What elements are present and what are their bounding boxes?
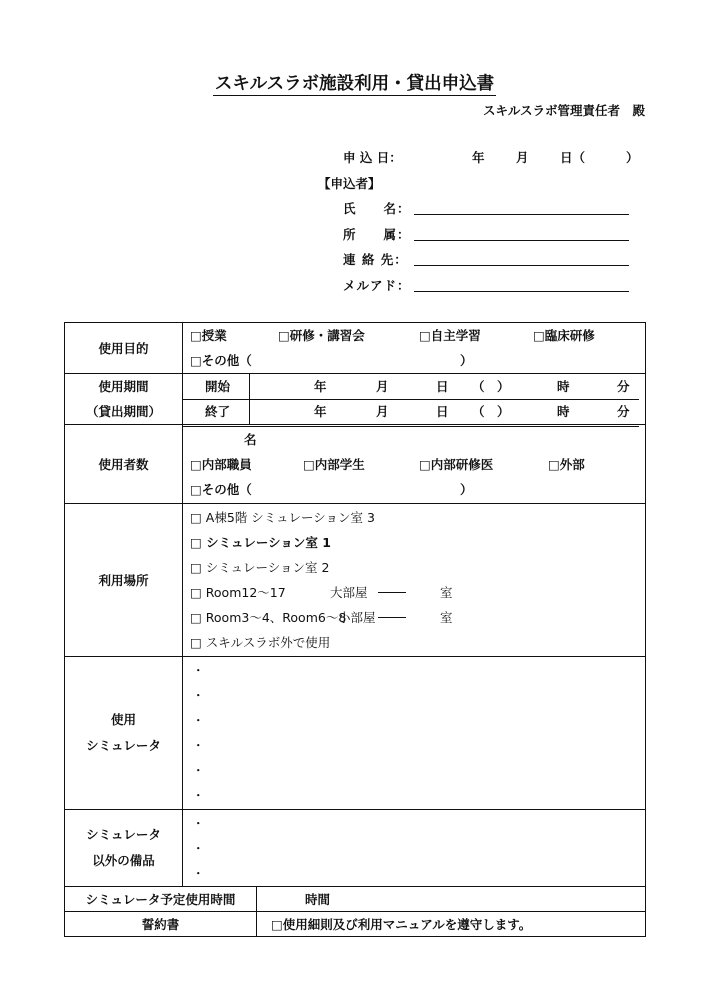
period-label-sub: （貸出期間）: [85, 404, 161, 419]
place-option-room2[interactable]: □ シミュレーション室 2: [190, 560, 330, 575]
purpose-option-class[interactable]: □授業: [190, 328, 227, 343]
place-option-room1[interactable]: □ シミュレーション室 1: [190, 535, 331, 550]
purpose-option-clinical[interactable]: □臨床研修: [533, 328, 595, 343]
large-room-unit: 室: [440, 585, 453, 600]
small-room-unit: 室: [440, 610, 453, 625]
users-option-resident[interactable]: □内部研修医: [419, 457, 494, 472]
form-title-text: スキルスラボ施設利用・貸出申込書: [214, 74, 495, 94]
start-month: 月: [376, 379, 389, 394]
end-year: 年: [314, 404, 327, 419]
simulator-bullet: ・: [192, 663, 205, 678]
simulator-cell[interactable]: [183, 657, 646, 810]
simulator-row: [65, 657, 646, 810]
place-option-small[interactable]: □ Room3～4、Room6～8 小部屋 室: [183, 605, 645, 630]
end-hour: 時: [557, 404, 570, 419]
simulator-bullet: ・: [192, 788, 205, 803]
apply-day-close: ）: [626, 150, 639, 165]
equipment-bullet: ・: [192, 815, 205, 831]
purpose-option-self-study[interactable]: □自主学習: [419, 328, 481, 343]
users-other-close: ）: [460, 482, 473, 497]
purpose-row: [65, 323, 646, 374]
place-row: [65, 504, 646, 657]
period-label-cell: [65, 374, 183, 425]
equipment-bullet: ・: [192, 840, 205, 856]
apply-date-label: 申 込 日：: [343, 150, 402, 165]
users-option-staff[interactable]: □内部職員: [190, 457, 252, 472]
simulator-label-cell: [65, 657, 183, 810]
users-option-student[interactable]: □内部学生: [303, 457, 365, 472]
start-day: 日: [436, 379, 449, 394]
affiliation-field[interactable]: [414, 240, 629, 241]
applicant-heading: 【申込者】: [318, 176, 381, 191]
apply-month: 月: [516, 150, 529, 165]
equipment-label-cell: [65, 810, 183, 887]
start-year: 年: [314, 379, 327, 394]
pledge-row: [65, 912, 646, 937]
pledge-label: 誓約書: [65, 912, 257, 937]
equipment-bullet: ・: [192, 865, 205, 881]
users-row: [65, 425, 646, 504]
email-label: メルアド：: [343, 278, 411, 293]
end-dow: （ ）: [472, 404, 510, 419]
place-option-a5[interactable]: □ A棟5階 シミュレーション室 3: [190, 510, 375, 525]
users-cell: [183, 425, 646, 504]
start-dow: （ ）: [472, 379, 510, 394]
simulator-label: 使用: [110, 712, 136, 727]
simulator-bullet: ・: [192, 688, 205, 703]
period-start-row: [183, 374, 639, 400]
contact-field[interactable]: [414, 265, 629, 266]
simulator-bullet: ・: [192, 763, 205, 778]
equipment-label: シミュレータ: [86, 827, 161, 842]
period-end-label: 終了: [205, 404, 231, 419]
pledge-checkbox[interactable]: □使用細則及び利用マニュアルを遵守します。: [257, 912, 646, 937]
users-option-external[interactable]: □外部: [548, 457, 585, 472]
simulator-bullet: ・: [192, 738, 205, 753]
start-hour: 時: [557, 379, 570, 394]
end-month: 月: [376, 404, 389, 419]
period-start-label: 開始: [205, 379, 231, 394]
apply-day: 日（: [560, 150, 586, 165]
contact-label: 連 絡 先：: [343, 252, 408, 267]
purpose-option-other[interactable]: □その他（: [190, 353, 252, 368]
purpose-label: 使用目的: [65, 323, 183, 374]
users-option-other[interactable]: □その他（: [190, 482, 252, 497]
usage-time-label: シミュレータ予定使用時間: [65, 887, 257, 912]
equipment-row: [65, 810, 646, 887]
end-day: 日: [436, 404, 449, 419]
equipment-cell[interactable]: [183, 810, 646, 887]
form-title: [0, 70, 709, 95]
place-option-outside[interactable]: □ スキルスラボ外で使用: [190, 635, 331, 650]
purpose-other-close: ）: [460, 353, 473, 368]
application-table: [64, 322, 646, 937]
period-label: 使用期間: [98, 379, 149, 394]
place-label: 利用場所: [65, 504, 183, 657]
large-room-label: 大部屋: [330, 585, 368, 600]
equipment-label-sub: 以外の備品: [92, 853, 155, 868]
simulator-label-sub: シミュレータ: [86, 738, 161, 753]
name-field[interactable]: [414, 214, 629, 215]
affiliation-label: 所 属：: [343, 227, 411, 242]
period-start-divider: [249, 374, 250, 400]
place-cell: [183, 504, 646, 657]
apply-year: 年: [472, 150, 485, 165]
end-minute: 分: [617, 404, 630, 419]
period-row: [65, 374, 646, 425]
purpose-cell: [183, 323, 646, 374]
period-cell: [183, 374, 646, 425]
large-room-count[interactable]: [376, 580, 408, 605]
name-label: 氏 名：: [343, 201, 411, 216]
addressee: スキルスラボ管理責任者 殿: [482, 103, 645, 118]
purpose-option-training[interactable]: □研修・講習会: [278, 328, 365, 343]
period-end-divider: [249, 400, 250, 424]
usage-time-row: [65, 887, 646, 912]
usage-time-unit[interactable]: 時間: [257, 887, 646, 912]
users-count-unit: 名: [244, 432, 257, 447]
simulator-bullet: ・: [192, 713, 205, 728]
small-room-label: 小部屋: [338, 610, 376, 625]
small-room-count[interactable]: [376, 605, 408, 630]
users-label: 使用者数: [65, 425, 183, 504]
period-end-row: [183, 400, 645, 424]
place-option-large[interactable]: □ Room12～17 大部屋 室: [183, 580, 645, 605]
email-field[interactable]: [414, 291, 629, 292]
start-minute: 分: [617, 379, 630, 394]
